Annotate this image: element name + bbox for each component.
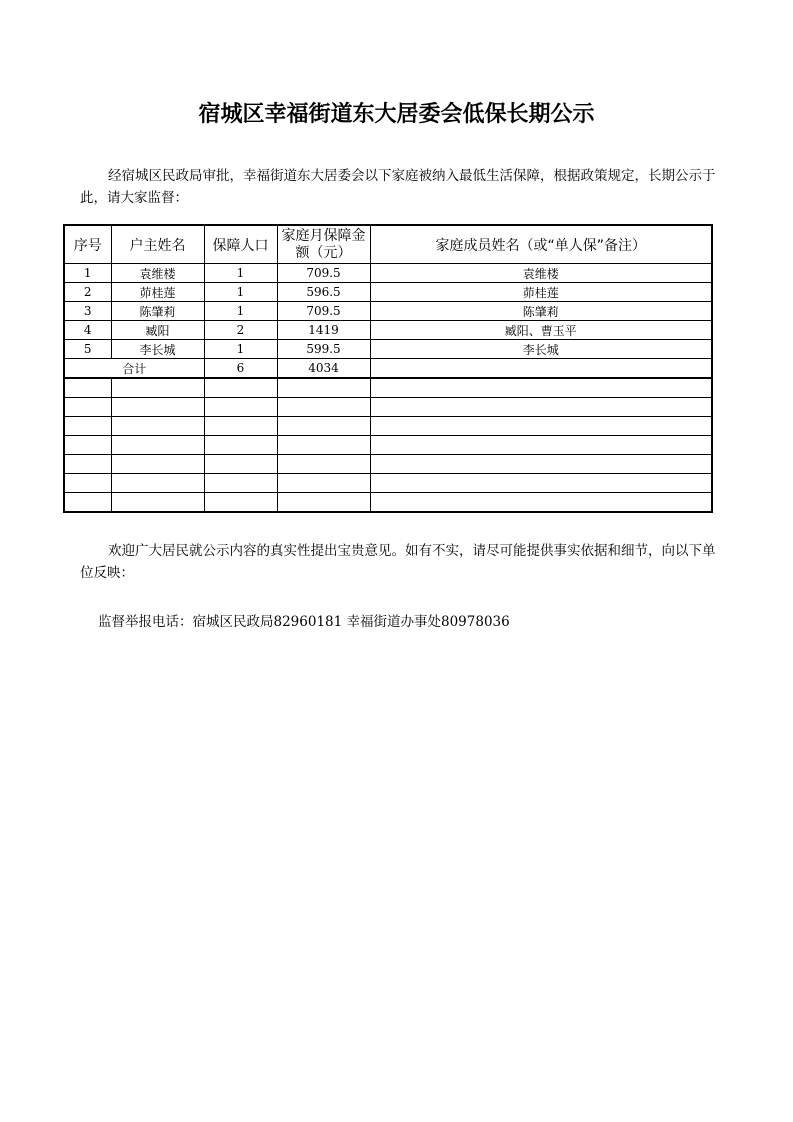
cell-amount: 599.5: [277, 340, 370, 359]
page-title: 宿城区幸福街道东大居委会低保长期公示: [198, 101, 595, 127]
cell-head: 臧阳: [111, 321, 204, 340]
cell-seq: 3: [64, 302, 111, 321]
cell-amount: 1419: [277, 321, 370, 340]
cell-people: 2: [204, 321, 277, 340]
cell-head: 袁维楼: [111, 264, 204, 283]
table-empty-row: [64, 436, 712, 455]
table-row: [64, 340, 712, 359]
subsidy-table: [63, 224, 713, 513]
table-empty-row: [64, 493, 712, 513]
cell-seq: 2: [64, 283, 111, 302]
table-total-row: [64, 359, 712, 379]
table-empty-row: [64, 474, 712, 493]
closing-paragraph: [80, 540, 720, 584]
cell-people: 1: [204, 283, 277, 302]
cell-total-members: [370, 359, 712, 379]
cell-people: 1: [204, 264, 277, 283]
cell-amount: 709.5: [277, 264, 370, 283]
table-row: [64, 264, 712, 283]
contact-line: 监督举报电话：宿城区民政局82960181 幸福街道办事处80978036: [98, 614, 510, 630]
cell-members: 茆桂莲: [370, 283, 712, 302]
cell-people: 1: [204, 302, 277, 321]
header-people: 保障人口: [204, 225, 277, 264]
table-row: [64, 283, 712, 302]
cell-total-people: 6: [204, 359, 277, 379]
cell-head: 李长城: [111, 340, 204, 359]
cell-seq: 4: [64, 321, 111, 340]
cell-seq: 5: [64, 340, 111, 359]
cell-people: 1: [204, 340, 277, 359]
table-empty-row: [64, 378, 712, 398]
cell-members: 袁维楼: [370, 264, 712, 283]
table-row: [64, 321, 712, 340]
intro-paragraph: [80, 165, 720, 209]
cell-seq: 1: [64, 264, 111, 283]
cell-amount: 596.5: [277, 283, 370, 302]
cell-head: 陈肇莉: [111, 302, 204, 321]
header-seq: 序号: [64, 225, 111, 264]
table-header-row: [64, 225, 712, 264]
cell-total-amount: 4034: [277, 359, 370, 379]
header-amount: 家庭月保障金额（元）: [277, 225, 370, 264]
cell-members: 臧阳、曹玉平: [370, 321, 712, 340]
cell-head: 茆桂莲: [111, 283, 204, 302]
header-household-head: 户主姓名: [111, 225, 204, 264]
closing-text: 欢迎广大居民就公示内容的真实性提出宝贵意见。如有不实，请尽可能提供事实依据和细节，向以下单位反映：: [80, 543, 716, 581]
cell-members: 陈肇莉: [370, 302, 712, 321]
table-empty-row: [64, 417, 712, 436]
cell-members: 李长城: [370, 340, 712, 359]
cell-amount: 709.5: [277, 302, 370, 321]
header-members: 家庭成员姓名（或“单人保”备注）: [370, 225, 712, 264]
table-row: [64, 302, 712, 321]
intro-text: 经宿城区民政局审批，幸福街道东大居委会以下家庭被纳入最低生活保障，根据政策规定，长期公示于此，请大家监督：: [80, 168, 716, 206]
table-empty-row: [64, 455, 712, 474]
table-empty-row: [64, 398, 712, 417]
cell-total-label: 合计: [64, 359, 204, 379]
